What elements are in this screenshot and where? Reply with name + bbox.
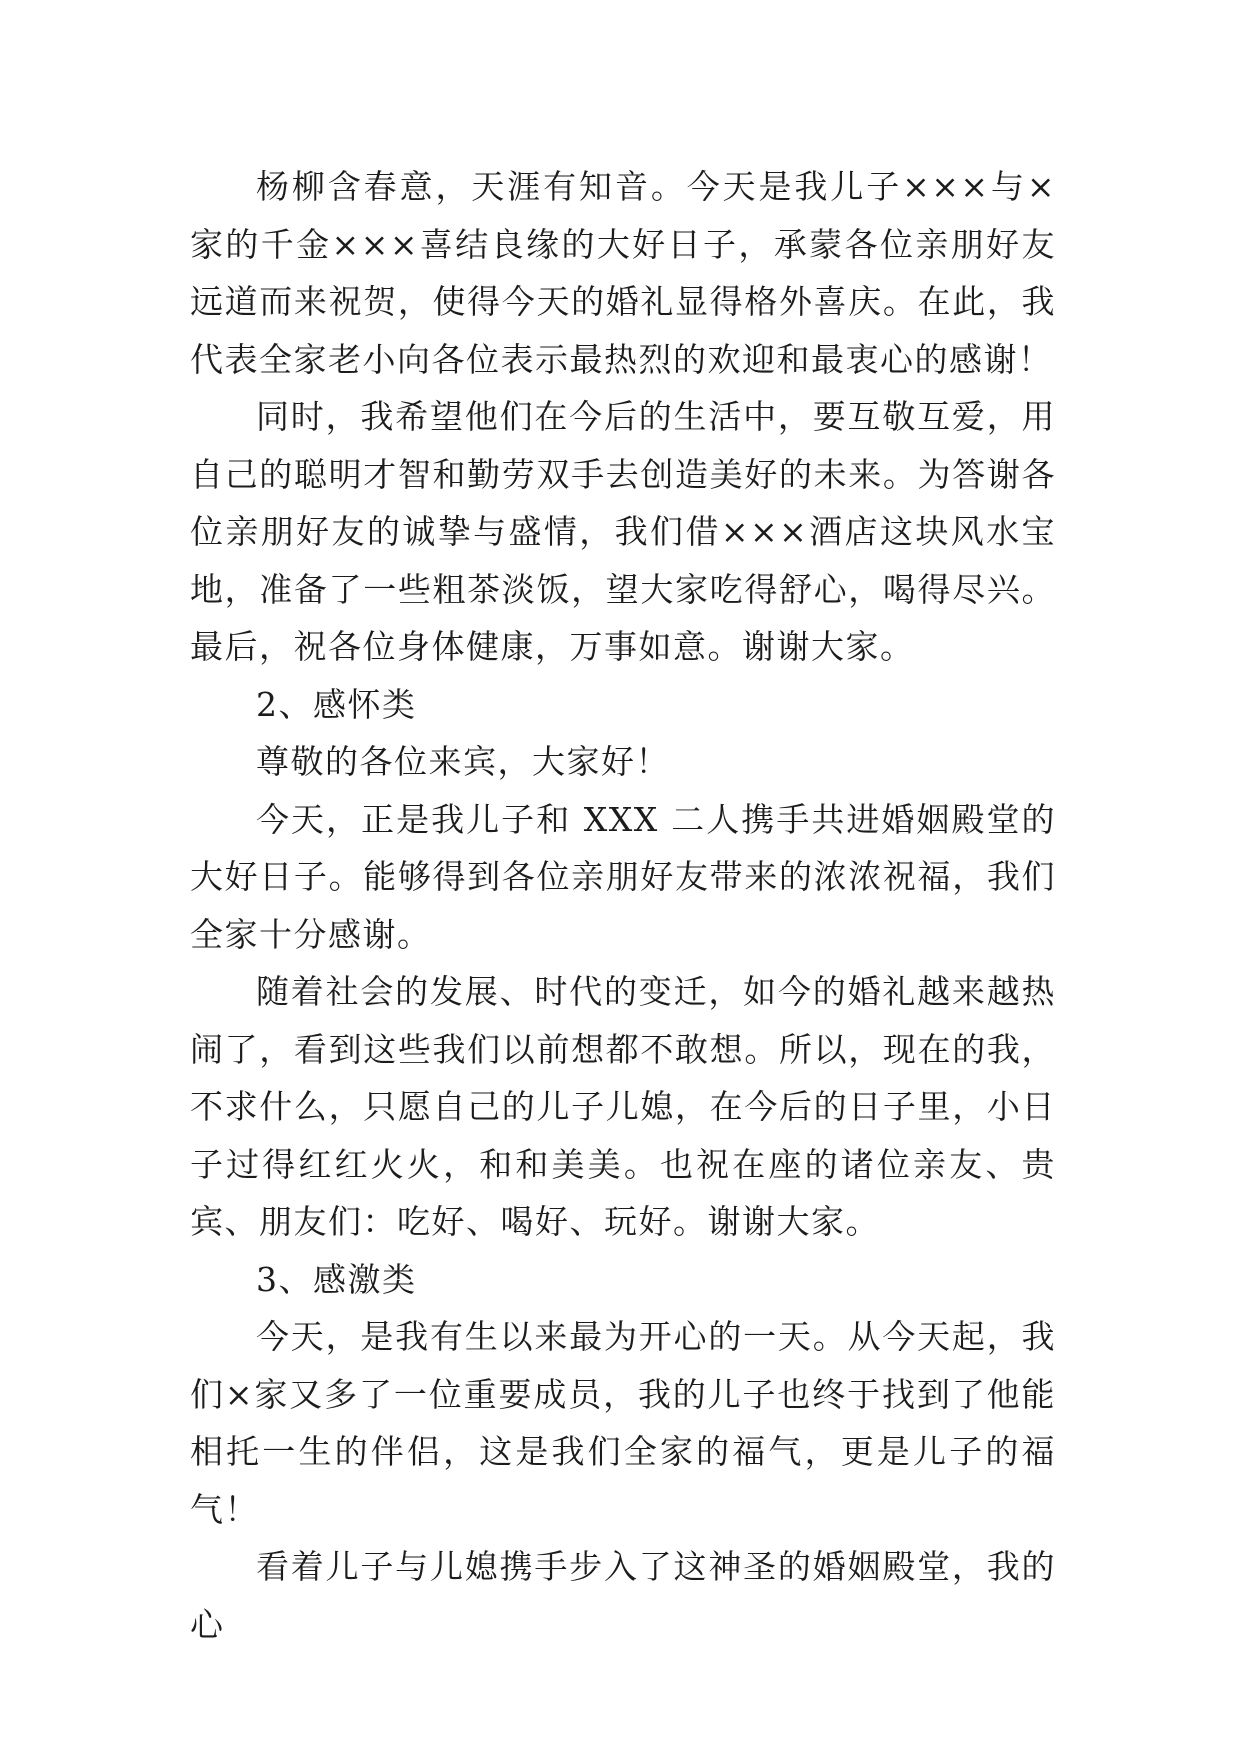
paragraph-watching-son: 看着儿子与儿媳携手步入了这神圣的婚姻殿堂，我的心 [190,1547,1056,1644]
paragraph-society: 随着社会的发展、时代的变迁，如今的婚礼越来越热闹了，看到这些我们以前想都不敢想。所以，现在的我，不求什么，只愿自己的儿子儿媳，在今后的日子里，小日子过得红红火火，和和美美。也祝在座的诸位亲友、贵宾、朋友们：吃好、喝好、玩好。谢谢大家。 [190,972,1056,1241]
section-heading-thankful: 3、感激类 [256,1259,417,1299]
section-heading-gratitude-reflection: 2、感怀类 [256,684,417,724]
paragraph-wishes: 同时，我希望他们在今后的生活中，要互敬互爱，用自己的聪明才智和勤劳双手去创造美好的未来。为答谢各位亲朋好友的诚挚与盛情，我们借×××酒店这块风水宝地，准备了一些粗茶淡饭，望大家吃得舒心，喝得尽兴。最后，祝各位身体健康，万事如意。谢谢大家。 [190,397,1056,666]
paragraph-greeting: 尊敬的各位来宾，大家好！ [256,742,670,781]
paragraph-today: 今天，正是我儿子和 XXX 二人携手共进婚姻殿堂的大好日子。能够得到各位亲朋好友带来的浓浓祝福，我们全家十分感谢。 [190,799,1056,954]
paragraph-welcome: 杨柳含春意，天涯有知音。今天是我儿子×××与×家的千金×××喜结良缘的大好日子，承蒙各位亲朋好友远道而来祝贺，使得今天的婚礼显得格外喜庆。在此，我代表全家老小向各位表示最热烈的欢迎和最衷心的感谢！ [190,167,1056,379]
document-body [190,158,1056,1653]
paragraph-happiest-day: 今天，是我有生以来最为开心的一天。从今天起，我们×家又多了一位重要成员，我的儿子也终于找到了他能相托一生的伴侣，这是我们全家的福气，更是儿子的福气！ [190,1317,1056,1529]
